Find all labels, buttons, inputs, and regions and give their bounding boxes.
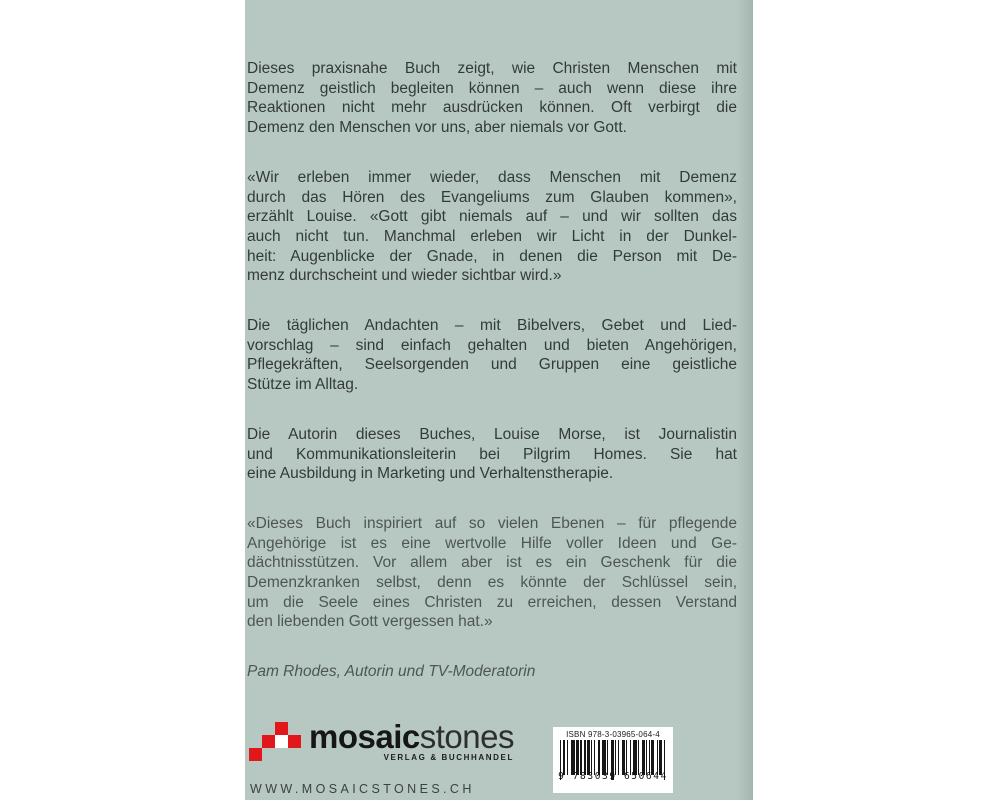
text-line: «Wir erleben immer wieder, dass Menschen mit Demenz (247, 168, 737, 186)
publisher-logo (249, 718, 514, 762)
text-line: eine Ausbildung in Marketing und Verhaltenstherapie. (247, 465, 614, 483)
paragraph (247, 514, 737, 632)
isbn-label: ISBN 978-3-03965-064-4 (566, 730, 660, 739)
paragraph (247, 59, 737, 138)
wordmark-light: stones (419, 718, 514, 755)
text-line: Demenzkranken selbst, denn es könnte der Schlüssel sein, (247, 574, 737, 592)
text-line: Die täglichen Andachten – mit Bibelvers, Gebet und Lied- (247, 317, 737, 335)
text-line: um die Seele eines Christen zu erreichen, dessen Verstand (247, 593, 737, 611)
text-line: Demenz geistlich begleiten können – auch wenn diese ihre (247, 79, 737, 97)
text-line: Pflegekräften, Seelsorgenden und Gruppen eine geistliche (247, 356, 737, 374)
paragraph (247, 316, 737, 395)
website-url: WWW.MOSAICSTONES.CH (250, 782, 475, 796)
text-line: dächtnisstützen. Vor allem aber ist es ein Geschenk für die (247, 554, 737, 572)
endorsement-attribution: Pam Rhodes, Autorin und TV-Moderatorin (247, 663, 536, 681)
text-line: und Kommunikationsleiterin bei Pilgrim Homes. Sie hat (247, 445, 737, 463)
barcode-digits: 9 783039 650644 (558, 771, 668, 782)
text-line: Stütze im Alltag. (247, 376, 359, 394)
text-line: Die Autorin dieses Buches, Louise Morse, ist Journalistin (247, 425, 737, 443)
text-line: den liebenden Gott vergessen hat.» (247, 613, 493, 631)
publisher-subtitle: VERLAG & BUCHHANDEL (383, 753, 514, 762)
text-line: «Dieses Buch inspiriert auf so vielen Ebenen – für pflegende (247, 514, 737, 532)
text-line: heit: Augenblicke der Gnade, in denen die Person mit De- (247, 247, 737, 265)
wordmark-bold: mosaic (309, 718, 420, 755)
text-line: erzählt Louise. «Gott gibt niemals auf – und wir sollten das (247, 208, 737, 226)
text-line: auch nicht tun. Manchmal erleben wir Licht in der Dunkel- (247, 227, 737, 245)
back-cover-text (247, 59, 737, 682)
text-line: Dieses praxisnahe Buch zeigt, wie Christen Menschen mit (247, 60, 737, 77)
paragraph (247, 168, 737, 286)
mosaic-squares-icon (249, 722, 301, 762)
barcode (553, 727, 673, 793)
text-line: menz durchscheint und wieder sichtbar wird.» (247, 267, 562, 285)
text-line: Reaktionen nicht mehr ausdrücken können. Oft verbirgt die (247, 99, 737, 117)
text-line: vorschlag – sind einfach gehalten und bieten Angehörigen, (247, 336, 737, 354)
text-line: durch das Hören des Evangeliums zum Glauben kommen», (247, 188, 737, 206)
back-cover (245, 0, 753, 800)
text-line: Demenz den Menschen vor uns, aber niemals vor Gott. (247, 119, 627, 137)
logo-wordmark (309, 718, 514, 762)
text-line: Angehörige ist es eine wertvolle Hilfe voller Ideen und Ge- (247, 534, 737, 552)
paragraph (247, 425, 737, 484)
